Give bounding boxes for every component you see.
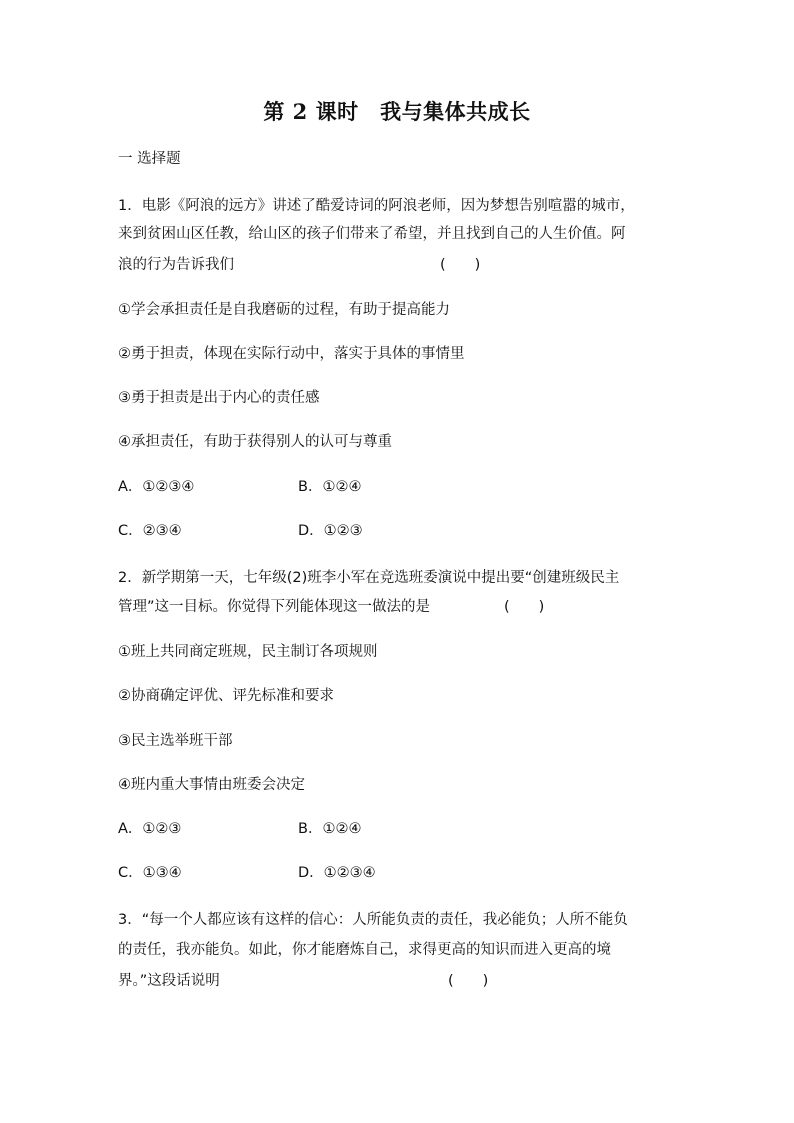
- q2-item-2: ②协商确定评优、评先标准和要求: [118, 688, 334, 704]
- q1-option-a: A．①②③④: [118, 479, 195, 495]
- section-heading: 一 选择题: [118, 151, 181, 167]
- q3-stem-line-1: 3．“每一个人都应该有这样的信心：人所能负责的责任，我必能负；人所不能负: [118, 912, 628, 928]
- q2-option-b: B．①②④: [298, 821, 362, 837]
- q3-answer-paren: ( ): [448, 973, 489, 989]
- q2-option-d: D．①②③④: [298, 865, 376, 881]
- q1-option-d: D．①②③: [298, 523, 363, 539]
- q1-stem-line-3: 浪的行为告诉我们: [118, 257, 234, 273]
- q2-item-1: ①班上共同商定班规，民主制订各项规则: [118, 644, 378, 660]
- q3-stem-line-2: 的责任，我亦能负。如此，你才能磨炼自己，求得更高的知识而进入更高的境: [118, 942, 611, 958]
- q1-item-4: ④承担责任，有助于获得别人的认可与尊重: [118, 434, 392, 450]
- q1-stem-line-2: 来到贫困山区任教，给山区的孩子们带来了希望，并且找到自己的人生价值。阿: [118, 226, 626, 242]
- q1-answer-paren: ( ): [440, 257, 481, 273]
- q3-stem-line-3: 界。”这段话说明: [118, 973, 220, 989]
- q1-option-b: B．①②④: [298, 479, 362, 495]
- q2-item-3: ③民主选举班干部: [118, 733, 233, 749]
- q2-stem-line-2: 管理”这一目标。你觉得下列能体现这一做法的是: [118, 599, 431, 615]
- q2-answer-paren: ( ): [504, 599, 545, 615]
- q1-item-2: ②勇于担责，体现在实际行动中，落实于具体的事情里: [118, 346, 465, 362]
- q2-item-4: ④班内重大事情由班委会决定: [118, 777, 305, 793]
- q2-option-c: C．①③④: [118, 865, 182, 881]
- q1-option-c: C．②③④: [118, 523, 182, 539]
- page-title: 第 2 课时 我与集体共成长: [263, 99, 531, 124]
- q1-stem-line-1: 1．电影《阿浪的远方》讲述了酷爱诗词的阿浪老师，因为梦想告别喧嚣的城市，: [118, 198, 635, 214]
- q1-item-1: ①学会承担责任是自我磨砺的过程，有助于提高能力: [118, 302, 450, 318]
- q2-stem-line-1: 2．新学期第一天，七年级(2)班李小军在竞选班委演说中提出要“创建班级民主: [118, 570, 620, 586]
- q2-option-a: A．①②③: [118, 821, 182, 837]
- q1-item-3: ③勇于担责是出于内心的责任感: [118, 390, 320, 406]
